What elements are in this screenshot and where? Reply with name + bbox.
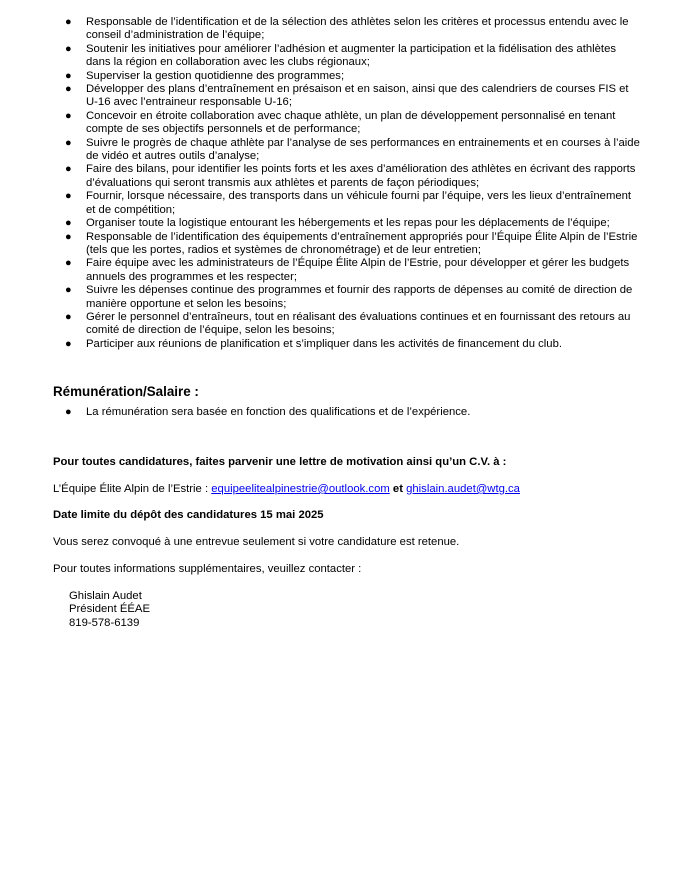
list-item bbox=[60, 70, 640, 83]
deadline-text: Date limite du dépôt des candidatures 15 mai 2025 bbox=[53, 509, 324, 521]
bullet-icon: ● bbox=[65, 109, 72, 122]
bullet-icon: ● bbox=[65, 16, 72, 28]
bullet-icon: ● bbox=[65, 230, 72, 243]
bullet-icon: ● bbox=[65, 257, 72, 270]
list-item-text: Concevoir en étroite collaboration avec chaque athlète, un plan de développement personnalisé en tenant compte de ses objectifs personnels et de performance; bbox=[86, 109, 616, 136]
list-item bbox=[60, 311, 640, 338]
list-item bbox=[60, 257, 640, 284]
list-item bbox=[60, 110, 640, 137]
contact-prefix: L’Équipe Élite Alpin de l’Estrie : bbox=[53, 483, 212, 495]
bullet-icon: ● bbox=[65, 163, 72, 176]
list-item bbox=[60, 338, 640, 351]
duties-list bbox=[60, 16, 640, 351]
list-item bbox=[60, 137, 640, 164]
list-item bbox=[60, 284, 640, 311]
list-item bbox=[60, 43, 640, 70]
list-item bbox=[60, 406, 640, 419]
list-item-text: Faire équipe avec les administrateurs de l’Équipe Élite Alpin de l’Estrie, pour développer et gérer les budgets annuels des programmes et les respecter; bbox=[86, 257, 630, 283]
bullet-icon: ● bbox=[65, 42, 72, 55]
bullet-icon: ● bbox=[65, 136, 72, 149]
list-item-text: La rémunération sera basée en fonction des qualifications et de l’expérience. bbox=[86, 406, 471, 418]
list-item bbox=[60, 163, 640, 190]
bullet-icon: ● bbox=[65, 284, 72, 297]
contact-line bbox=[53, 482, 520, 496]
list-item-text: Organiser toute la logistique entourant les hébergements et les repas pour les déplacements de l’équipe; bbox=[86, 217, 610, 230]
list-item-text: Suivre le progrès de chaque athlète par l’analyse de ses performances en entrainements et en courses à l’aide de vidéo et autres outils d’analyse; bbox=[86, 136, 640, 163]
list-item-text: Participer aux réunions de planification et s’impliquer dans les activités de financement du club. bbox=[86, 337, 562, 350]
salary-heading: Rémunération/Salaire : bbox=[53, 384, 199, 399]
list-item-text: Soutenir les initiatives pour améliorer l’adhésion et augmenter la participation et la fidélisation des athlètes dans la région en collaboration avec les clubs régionaux; bbox=[86, 42, 616, 69]
signature-title: Président ÉÉAE bbox=[69, 603, 151, 616]
bullet-icon: ● bbox=[65, 69, 72, 82]
signature-block bbox=[69, 590, 150, 630]
signature-name: Ghislain Audet bbox=[69, 590, 142, 602]
list-item-text: Faire des bilans, pour identifier les points forts et les axes d’amélioration des athlètes en écrivant des rapports d’évaluations qui seront transmis aux athlètes et parents de façon périodiques; bbox=[86, 163, 636, 189]
list-item-text: Suivre les dépenses continue des programmes et fournir des rapports de dépenses au comité de direction de manière opportune et selon les besoins; bbox=[86, 284, 633, 310]
list-item bbox=[60, 231, 640, 258]
email-link-president[interactable]: ghislain.audet@wtg.ca bbox=[406, 483, 520, 495]
signature-phone: 819-578-6139 bbox=[69, 616, 140, 629]
list-item-text: Fournir, lorsque nécessaire, des transports dans un véhicule fourni par l’équipe, vers les lieux d’entraînement et de compétition; bbox=[86, 190, 632, 216]
bullet-icon: ● bbox=[65, 83, 72, 96]
list-item bbox=[60, 217, 640, 230]
application-instruction: Pour toutes candidatures, faites parvenir une lettre de motivation ainsi qu’un C.V. à : bbox=[53, 456, 507, 468]
bullet-icon: ● bbox=[65, 310, 72, 323]
list-item-text: Superviser la gestion quotidienne des programmes; bbox=[86, 69, 345, 82]
list-item bbox=[60, 190, 640, 217]
info-note: Pour toutes informations supplémentaires, veuillez contacter : bbox=[53, 563, 362, 575]
email-link-team[interactable]: equipeelitealpinestrie@outlook.com bbox=[211, 483, 390, 495]
list-item-text: Développer des plans d’entraînement en présaison et en saison, ainsi que des calendriers de courses FIS et U-16 avec l’entraineur responsable U-16; bbox=[86, 83, 629, 109]
list-item-text: Gérer le personnel d’entraîneurs, tout en réalisant des évaluations continues et en fournissant des retours au comité de direction de l’équipe, selon les besoins; bbox=[86, 310, 631, 337]
list-item-text: Responsable de l’identification et de la sélection des athlètes selon les critères et processus entendu avec le conseil d’administration de l’équipe; bbox=[86, 16, 629, 42]
interview-note: Vous serez convoqué à une entrevue seulement si votre candidature est retenue. bbox=[53, 536, 460, 548]
bullet-icon: ● bbox=[65, 337, 72, 350]
list-item bbox=[60, 16, 640, 43]
bullet-icon: ● bbox=[65, 406, 72, 418]
bullet-icon: ● bbox=[65, 190, 72, 203]
list-item bbox=[60, 83, 640, 110]
list-item-text: Responsable de l’identification des équipements d’entraînement appropriés pour l’Équipe Élite Alpin de l’Estrie (tels que les portes, radios et systèmes de chronométrage) et de leur entretien; bbox=[86, 230, 638, 256]
bullet-icon: ● bbox=[65, 217, 72, 230]
salary-list bbox=[60, 406, 640, 419]
email-connector: et bbox=[389, 483, 407, 495]
